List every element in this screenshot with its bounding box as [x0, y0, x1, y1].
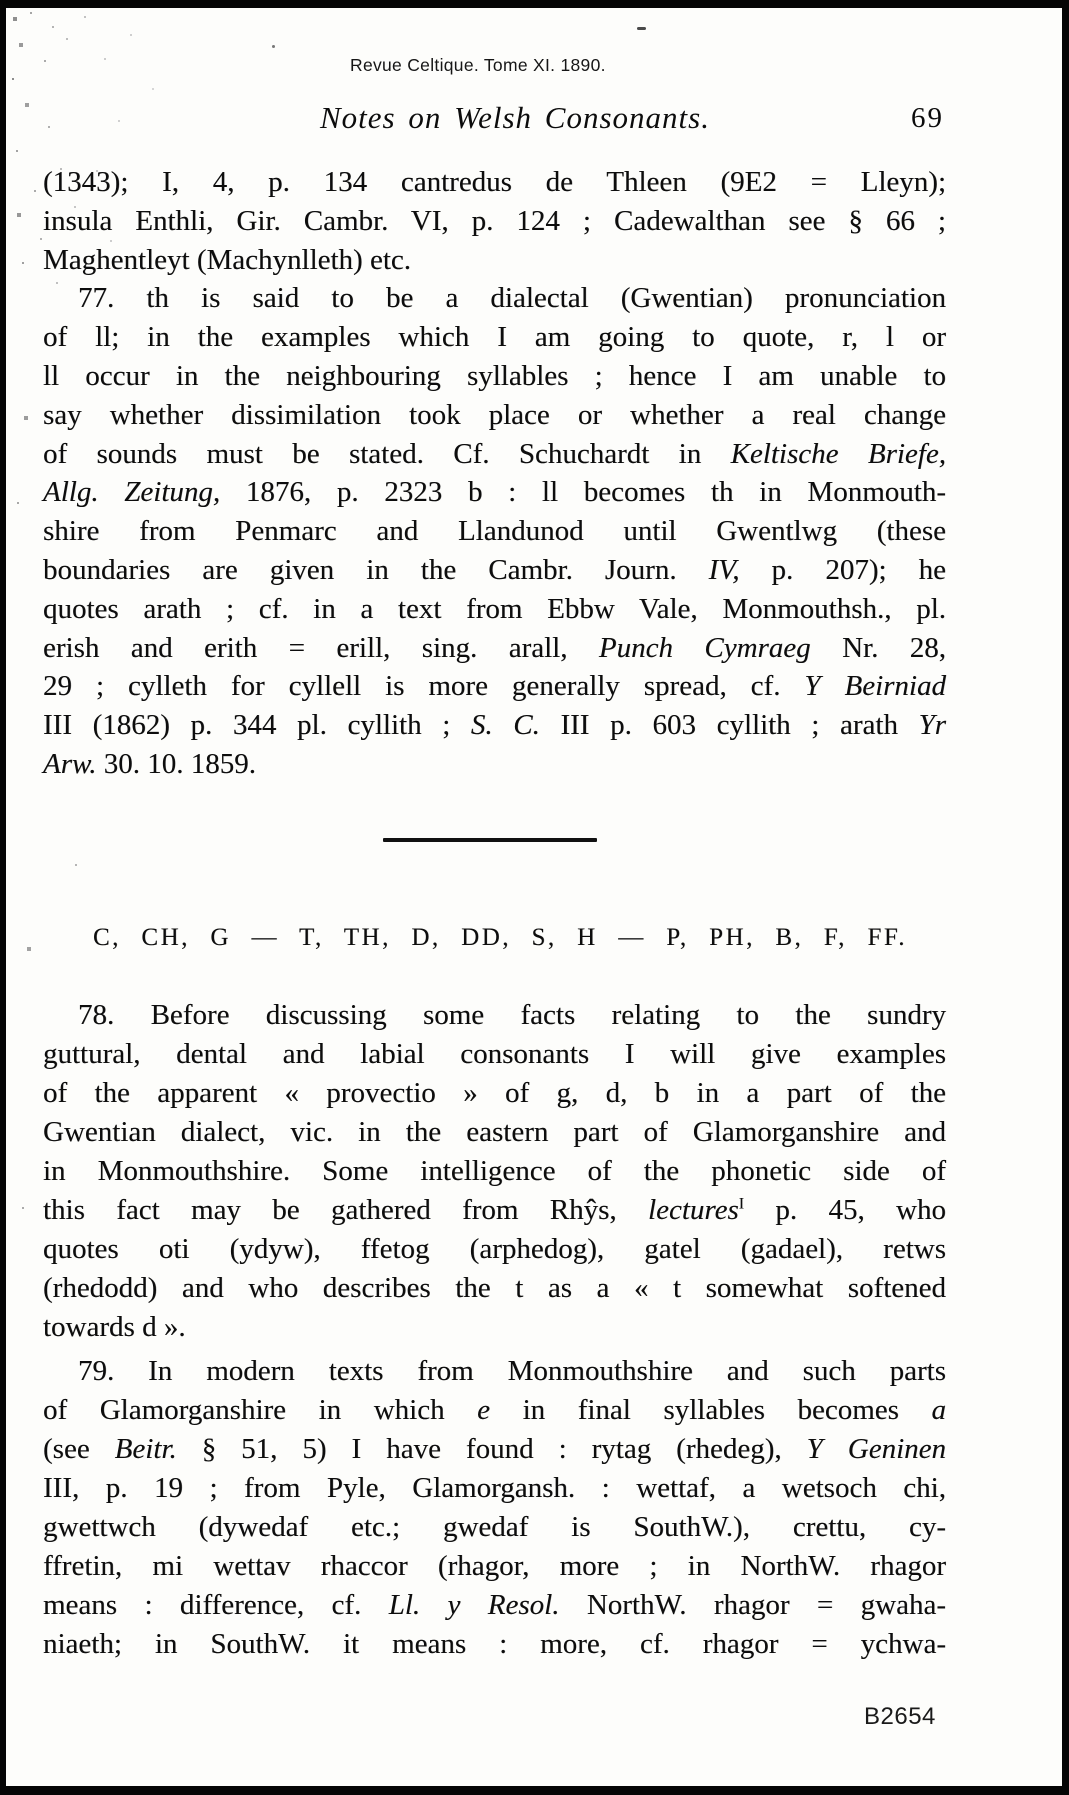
- text-line: means : difference, cf. Ll. y Resol. NorthW. rhagor = gwaha-: [43, 1589, 946, 1621]
- text-line: ffretin, mi wettav rhaccor (rhagor, more ; in NorthW. rhagor: [43, 1550, 946, 1582]
- text-line: of ll; in the examples which I am going to quote, r, l or: [43, 321, 946, 354]
- text-line: III, p. 19 ; from Pyle, Glamorgansh. : wettaf, a wetsoch chi,: [43, 1472, 946, 1504]
- journal-stamp: Revue Celtique. Tome XI. 1890.: [350, 55, 606, 75]
- text-line: of sounds must be stated. Cf. Schuchardt in Keltische Briefe,: [43, 437, 946, 470]
- text-line: 78. Before discussing some facts relating to the sundry: [78, 999, 946, 1031]
- text-line: quotes oti (ydyw), ffetog (arphedog), gatel (gadael), retws: [43, 1233, 946, 1265]
- text-line: of Glamorganshire in which e in final syllables becomes a: [43, 1394, 946, 1426]
- scan-border-right: [1062, 0, 1069, 1795]
- text-line: Maghentleyt (Machynlleth) etc.: [43, 243, 412, 276]
- text-line: 77. th is said to be a dialectal (Gwentian) pronunciation: [78, 282, 946, 315]
- text-line: (see Beitr. § 51, 5) I have found : rytag (rhedeg), Y Geninen: [43, 1433, 946, 1465]
- text-line: Allg. Zeitung, 1876, p. 2323 b : ll becomes th in Monmouth-: [43, 476, 946, 509]
- text-line: towards d ».: [43, 1311, 186, 1343]
- page-number: 69: [911, 102, 944, 134]
- section-rule: [383, 838, 597, 842]
- text-line: Arw. 30. 10. 1859.: [43, 747, 256, 780]
- text-line: Gwentian dialect, vic. in the eastern part of Glamorganshire and: [43, 1116, 946, 1148]
- text-line: gwettwch (dywedaf etc.; gwedaf is SouthW.), crettu, cy-: [43, 1511, 946, 1543]
- paragraph: [43, 279, 946, 783]
- text-line: quotes arath ; cf. in a text from Ebbw Vale, Monmouthsh., pl.: [43, 592, 946, 625]
- text-line: shire from Penmarc and Llandunod until Gwentlwg (these: [43, 515, 946, 548]
- scan-speck-dot: [272, 45, 275, 48]
- text-line: erish and erith = erill, sing. arall, Punch Cymraeg Nr. 28,: [43, 631, 946, 664]
- text-line: 79. In modern texts from Monmouthshire and such parts: [78, 1355, 946, 1387]
- scan-border-bottom: [0, 1786, 1069, 1795]
- paragraph: [43, 996, 946, 1347]
- paragraph: [43, 1352, 946, 1664]
- text-line: 29 ; cylleth for cyllell is more generally spread, cf. Y Beirniad: [43, 670, 946, 703]
- text-line: ll occur in the neighbouring syllables ; hence I am unable to: [43, 359, 946, 392]
- text-line: boundaries are given in the Cambr. Journ. IV, p. 207); he: [43, 553, 946, 586]
- upper-text-block: [43, 163, 946, 784]
- text-line: niaeth; in SouthW. it means : more, cf. rhagor = ychwa-: [43, 1628, 946, 1660]
- paragraph: [43, 163, 946, 279]
- page-title: Notes on Welsh Consonants.: [320, 100, 710, 135]
- text-line: insula Enthli, Gir. Cambr. VI, p. 124 ; Cadewalthan see § 66 ;: [43, 204, 946, 237]
- scan-border-left: [0, 0, 6, 1795]
- text-line: (1343); I, 4, p. 134 cantredus de Thleen (9E2 = Lleyn);: [43, 166, 946, 198]
- text-line: III (1862) p. 344 pl. cyllith ; S. C. III p. 603 cyllith ; arath Yr: [43, 709, 946, 742]
- text-line: this fact may be gathered from Rhŷs, lectures$^I$ p. 45, who: [43, 1194, 946, 1226]
- text-line: (rhedodd) and who describes the t as a « t somewhat softened: [43, 1272, 946, 1304]
- text-line: guttural, dental and labial consonants I will give examples: [43, 1038, 946, 1070]
- scan-border-top: [0, 0, 1069, 8]
- text-line: in Monmouthshire. Some intelligence of the phonetic side of: [43, 1155, 946, 1187]
- scan-speck-dash: [637, 27, 646, 30]
- text-line: of the apparent « provectio » of g, d, b in a part of the: [43, 1077, 946, 1109]
- lower-text-block: [43, 996, 946, 1664]
- catalog-stamp: B2654: [864, 1703, 936, 1730]
- text-line: say whether dissimilation took place or whether a real change: [43, 398, 946, 431]
- consonant-heading: C, CH, G — T, TH, D, DD, S, H — P, PH, B, F, FF.: [93, 924, 907, 951]
